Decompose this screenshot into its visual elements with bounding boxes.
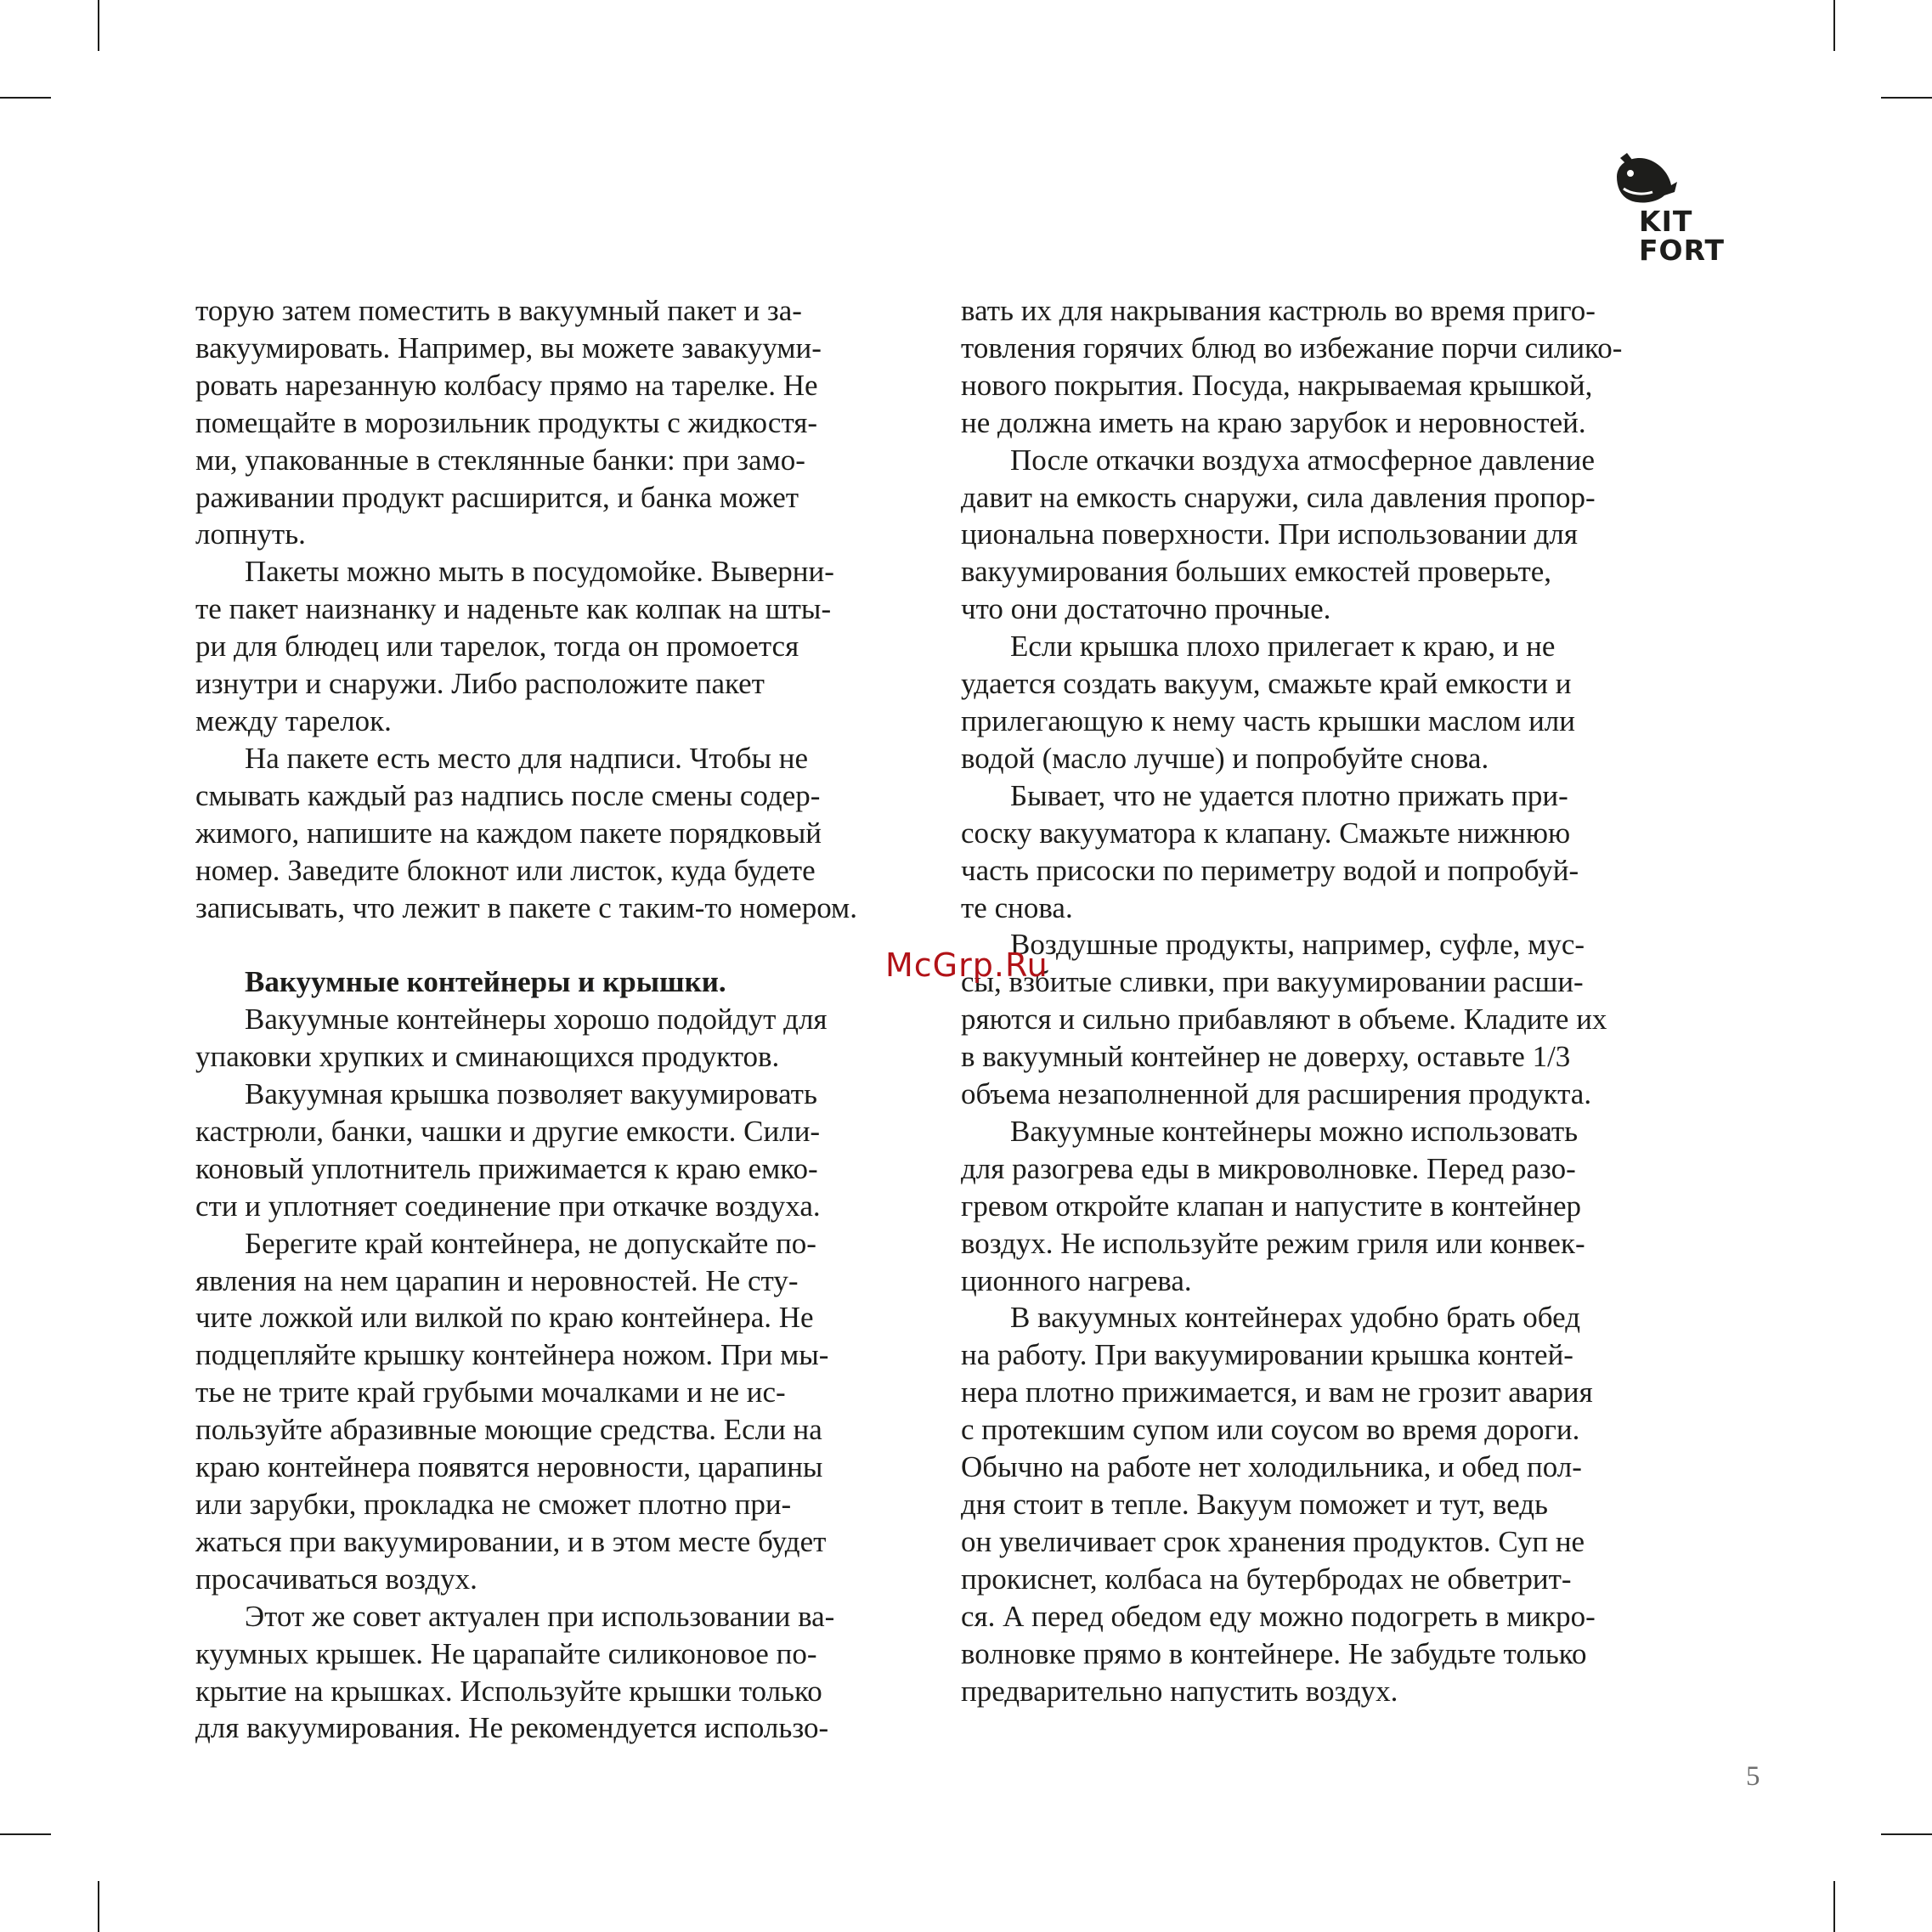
paragraph: Вакуумная крышка позволяет вакуумировать кастрюли, банки, чашки и другие емкости. Сили- коновый уплотнитель прижимается к краю емко- сти и уплотняет соединение при откачке воздуха. [195,1077,821,1223]
section-heading: Вакуумные контейнеры и крышки. [245,965,726,999]
crop-mark [1881,97,1932,99]
paragraph: торую затем поместить в вакуумный пакет и за- вакуумировать. Например, вы можете завакууми- ровать нарезанную колбасу прямо на тарелке. Не помещайте в морозильник продукты с жидкостя- ми, упакованные в стеклянные банки: при замо- раживании продукт расширится, и банка может лопнуть. [195,294,822,551]
paragraph: вать их для накрывания кастрюль во время приго- товления горячих блюд во избежание порчи силико- нового покрытия. Посуда, накрываемая крышкой, не должна иметь на краю зарубок и неровностей. [961,294,1623,439]
paragraph: Если крышка плохо прилегает к краю, и не удается создать вакуум, смажьте край емкости и прилегающую к нему часть крышки маслом или водой (масло лучше) и попробуйте снова. [961,630,1576,775]
kitfort-logo [1610,151,1726,267]
paragraph: Воздушные продукты, например, суфле, мус- сы, взбитые сливки, при вакуумировании расши- ряются и сильно прибавляют в объеме. Кладите их в вакуумный контейнер не доверху, оставьте 1/3 объема незаполненной для расширения продукта. [961,928,1607,1111]
paragraph: После откачки воздуха атмосферное давление давит на емкость снаружи, сила давления пропор- циональна поверхности. При использовании для вакуумирования больших емкостей проверьте, что они достаточно прочные. [961,443,1596,626]
logo-line-fort: FORT [1639,234,1726,267]
crop-mark [0,97,51,99]
paragraph: В вакуумных контейнерах удобно брать обед на работу. При вакуумировании крышка контей- нера плотно прижимается, и вам не грозит авария с протекшим супом или соусом во время дороги. Обычно на работе нет холодильника, и обед пол- дня стоит в тепле. Вакуум поможет и тут, ведь он увеличивает срок хранения продуктов. Суп не прокиснет, колбаса на бутербродах не обветрит- ся. А перед обедом еду можно подогреть в микро- волновке прямо в контейнере. Не забудьте только предварительно напустить воздух. [961,1301,1596,1708]
paragraph: На пакете есть место для надписи. Чтобы не смывать каждый раз надпись после смены содер- жимого, напишите на каждом пакете порядковый номер. Заведите блокнот или листок, куда будете записывать, что лежит в пакете с таким-то номером. [195,741,857,924]
crop-mark [1833,0,1835,51]
paragraph: Пакеты можно мыть в посудомойке. Выверни- те пакет наизнанку и наденьте как колпак на шты- ри для блюдец или тарелок, тогда он промоется изнутри и снаружи. Либо расположите пакет между тарелок. [195,555,834,737]
crop-mark [98,0,99,51]
crop-mark [0,1833,51,1835]
right-column [961,292,1692,1709]
paragraph: Вакуумные контейнеры можно использовать для разогрева еды в микроволновке. Перед разо- гревом откройте клапан и напустите в контейнер воздух. Не используйте режим гриля или конвек- ционного нагрева. [961,1114,1585,1297]
paragraph: Берегите край контейнера, не допускайте по- явления на нем царапин и неровностей. Не сту- чите ложкой или вилкой по краю контейнера. Не подцепляйте крышку контейнера ножом. При мы- тье не трите край грубыми мочалками и не ис- пользуйте абразивные моющие средства. Если на краю контейнера появятся неровности, царапины или зарубки, прокладка не сможет плотно при- жаться при вакуумировании, и в этом месте будет просачиваться воздух. [195,1226,829,1596]
page-number: 5 [1746,1761,1760,1792]
logo-line-kit: KIT [1639,205,1693,238]
crop-mark [1833,1881,1835,1932]
left-column [195,292,926,1747]
crop-mark [98,1881,99,1932]
paragraph: Этот же совет актуален при использовании ва- куумных крышек. Не царапайте силиконовое по- крытие на крышках. Используйте крышки только для вакуумирования. Не рекомендуется использо- [195,1599,835,1745]
watermark: McGrp.Ru [885,946,1048,984]
paragraph: Бывает, что не удается плотно прижать при- соску вакууматора к клапану. Смажьте нижнюю часть присоски по периметру водой и попробуй- те снова. [961,778,1579,924]
paragraph: Вакуумные контейнеры хорошо подойдут для упаковки хрупких и сминающихся продуктов. [195,1003,828,1074]
crop-mark [1881,1833,1932,1835]
whale-icon [1610,151,1678,204]
